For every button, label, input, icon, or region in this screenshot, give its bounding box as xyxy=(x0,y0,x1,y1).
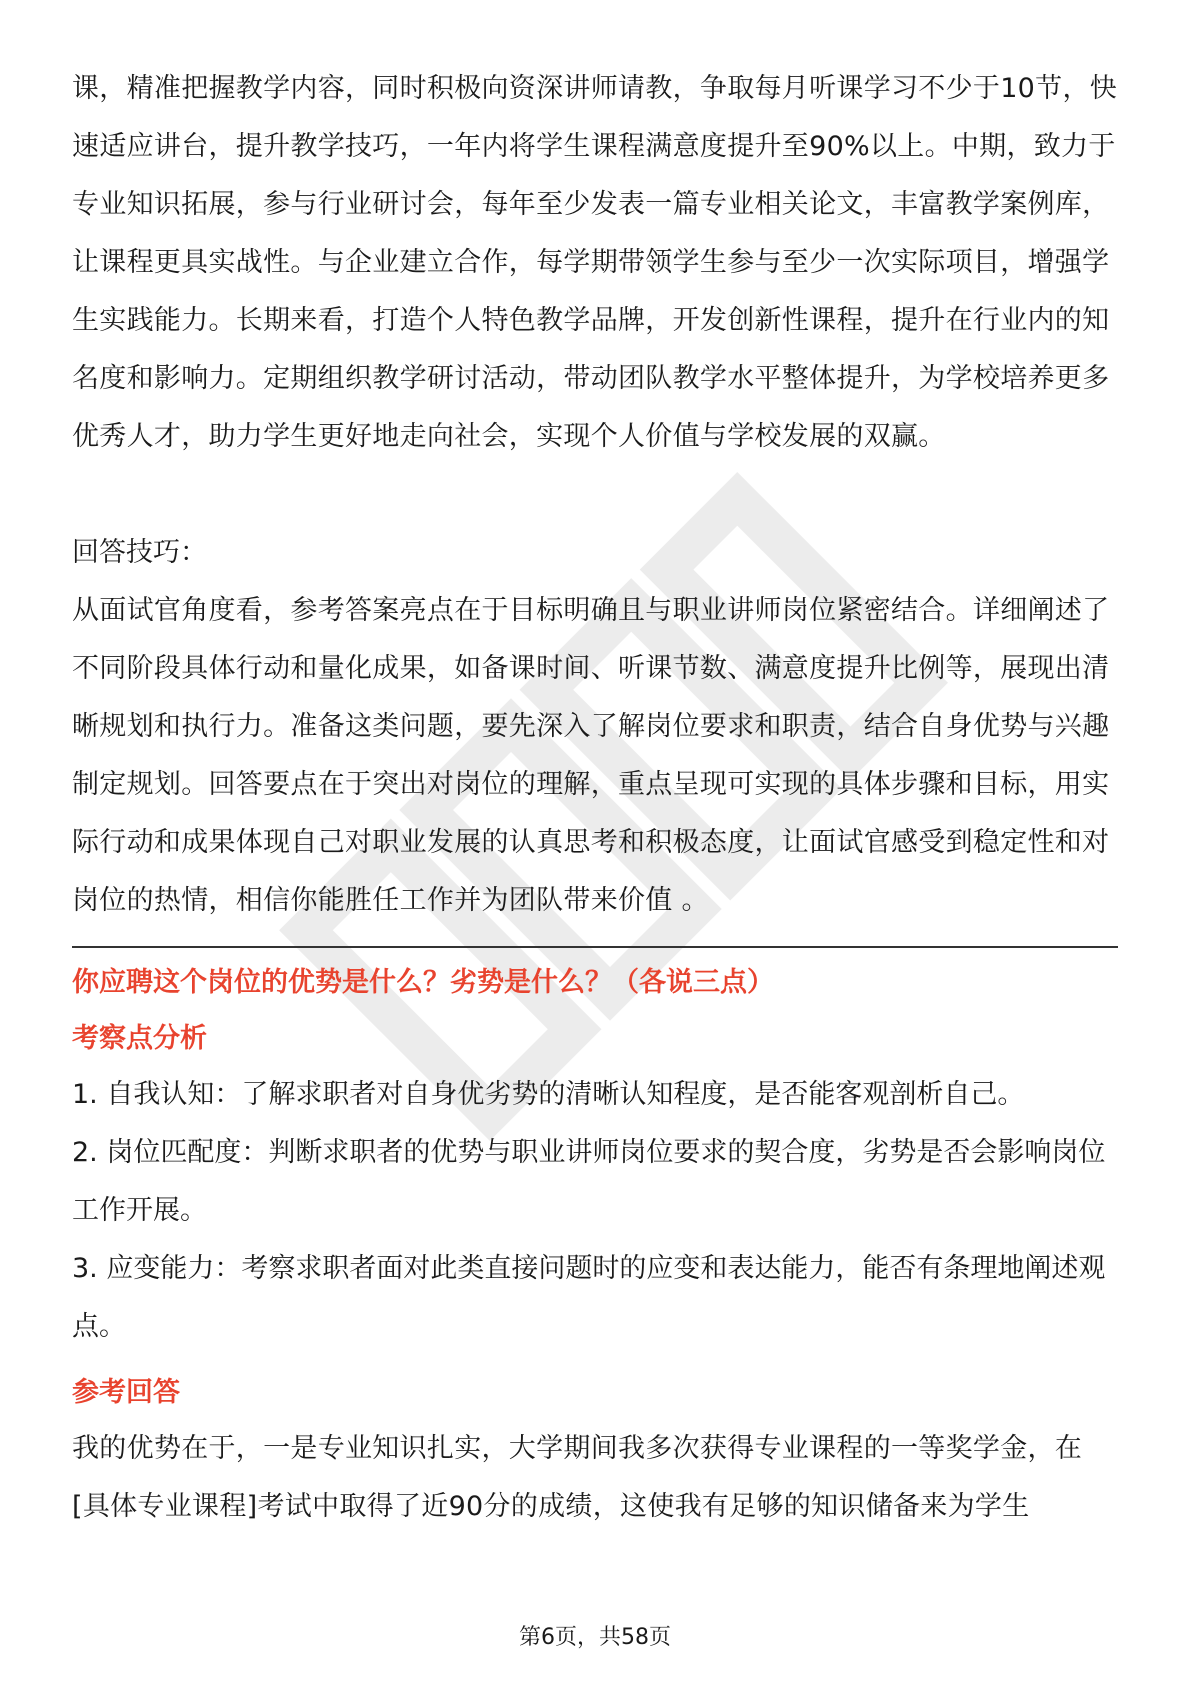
tips-title: 回答技巧： xyxy=(72,537,207,568)
analysis-item: 1. 自我认知：了解求职者对自身优劣势的清晰认知程度，是否能客观剖析自己。 xyxy=(72,1079,1025,1110)
analysis-item: 3. 应变能力：考察求职者面对此类直接问题时的应变和表达能力，能否有条理地阐述观点。 xyxy=(72,1253,1106,1342)
analysis-title: 考察点分析 xyxy=(72,1023,207,1054)
section-divider xyxy=(72,946,1118,948)
tips-body: 从面试官角度看，参考答案亮点在于目标明确且与职业讲师岗位紧密结合。详细阐述了不同阶段具体行动和量化成果，如备课时间、听课节数、满意度提升比例等，展现出清晰规划和执行力。准备这类问题，要先深入了解岗位要求和职责，结合自身优势与兴趣制定规划。回答要点在于突出对岗位的理解，重点呈现可实现的具体步骤和目标，用实际行动和成果体现自己对职业发展的认真思考和积极态度，让面试官感受到稳定性和对岗位的热情，相信你能胜任工作并为团队带来价值 。 xyxy=(72,595,1110,916)
paragraph-gap xyxy=(72,466,1118,524)
question-heading: 你应聘这个岗位的优势是什么？劣势是什么？（各说三点） xyxy=(72,967,774,998)
answer-title: 参考回答 xyxy=(72,1377,180,1408)
analysis-item: 2. 岗位匹配度：判断求职者的优势与职业讲师岗位要求的契合度，劣势是否会影响岗位工作开展。 xyxy=(72,1137,1106,1226)
intro-paragraph: 课，精准把握教学内容，同时积极向资深讲师请教，争取每月听课学习不少于10节，快速适应讲台，提升教学技巧，一年内将学生课程满意度提升至90%以上。中期，致力于专业知识拓展，参与行业研讨会，每年至少发表一篇专业相关论文，丰富教学案例库，让课程更具实战性。与企业建立合作，每学期带领学生参与至少一次实际项目，增强学生实践能力。长期来看，打造个人特色教学品牌，开发创新性课程，提升在行业内的知名度和影响力。定期组织教学研讨活动，带动团队教学水平整体提升，为学校培养更多优秀人才，助力学生更好地走向社会，实现个人价值与学校发展的双赢。 xyxy=(72,73,1118,452)
page-footer: 第6页，共58页 xyxy=(519,1625,671,1650)
document-page xyxy=(72,60,1118,1536)
answer-body: 我的优势在于，一是专业知识扎实，大学期间我多次获得专业课程的一等奖学金，在[具体专业课程]考试中取得了近90分的成绩，这使我有足够的知识储备来为学生 xyxy=(72,1433,1083,1522)
